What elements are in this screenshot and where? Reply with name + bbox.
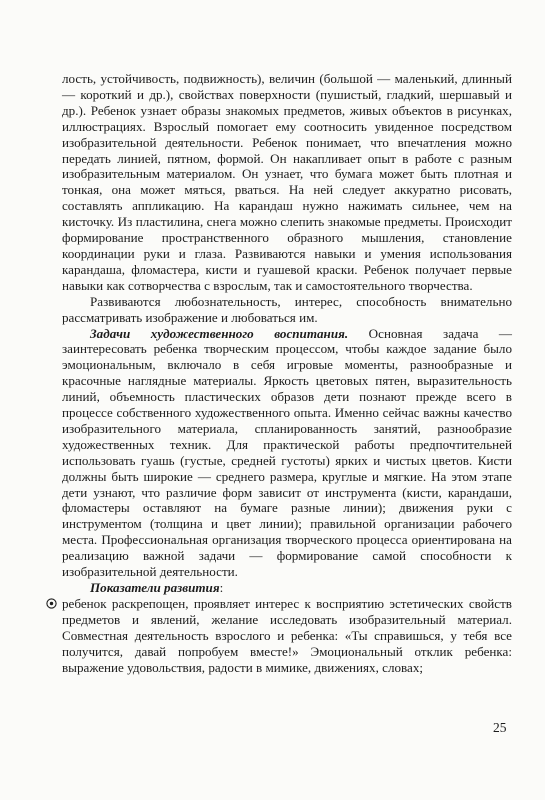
list-item	[62, 596, 512, 676]
tasks-heading: Задачи художественного воспитания.	[90, 325, 349, 341]
circled-dot-icon	[46, 597, 57, 608]
continuation-paragraph: лость, устойчивость, подвижность), величин (большой — маленький, длинный — короткий и др.), свойствах поверхности (пушистый, гладкий, шершавый и др.). Ребенок узнает образы знакомых предметов, живых объектов в рисунках, иллюстрациях. Взрослый помогает ему соотносить увиденное посредством изобразительной деятельности. Ребенок понимает, что впечатления можно передать линией, пятном, формой. Он накапливает опыт в работе с разным изобразительным материалом. Он узнает, что бумага может быть плотная и тонкая, она может мяться, рваться. На ней следует аккуратно рисовать, составлять аппликацию. На карандаш нужно нажимать сильнее, чем на кисточку. Из пластилина, снега можно слепить знакомые предметы. Происходит формирование пространственного образного мышления, становление координации руки и глаза. Развиваются навыки и умения использования карандаша, фломастера, кисти и гуашевой краски. Ребенок получает первые навыки как сотворчества с взрослым, так и самостоятельного творчества.	[62, 71, 512, 293]
tasks-body: Основная задача — заинтересовать ребенка творческим процессом, чтобы каждое задание было эмоциональным, включало в себя игровые моменты, разнообразные и красочные наглядные материалы. Яркость цветовых пятен, выразительность линий, объемность пластических образов дети познают прежде всего в процессе собственного художественного опыта. Именно сейчас важны качество изобразительного материала, спланированность занятий, разнообразие художественных техник. Для практической работы предпочтительней использовать гуашь (густые, средней густоты) ярких и чистых цветов. Кисти должны быть широкие — среднего размера, круглые и мягкие. На этом этапе дети узнают, что различие форм зависит от инструмента (кисти, карандаши, фломастеры оставляют на бумаге разные линии); движения руки с инструментом (толщина и цвет линии); правильной организации рабочего места. Профессиональная организация творческого процесса ориентирована на реализацию важной задачи — формирование самой способности к изобразительной деятельности.	[62, 325, 512, 580]
bullet-text: ребенок раскрепощен, проявляет интерес к восприятию эстетических свойств предметов и явлений, желание исследовать изобразительный материал. Совместная деятельность взрослого и ребенка: «Ты справишься, у тебя все получится, давай попробуем вместе!» Эмоциональный отклик ребенка: выражение удовольствия, радости в мимике, движениях, словах;	[62, 595, 512, 675]
indicators-heading: Показатели развития	[90, 580, 220, 595]
curiosity-paragraph: Развиваются любознательность, интерес, способность внимательно рассматривать изображение и любоваться им.	[62, 293, 512, 325]
indicators-heading-line	[62, 580, 512, 596]
body-text	[62, 71, 512, 675]
indicators-colon: :	[219, 580, 224, 595]
tasks-paragraph	[62, 326, 512, 581]
page-number: 25	[493, 720, 507, 735]
